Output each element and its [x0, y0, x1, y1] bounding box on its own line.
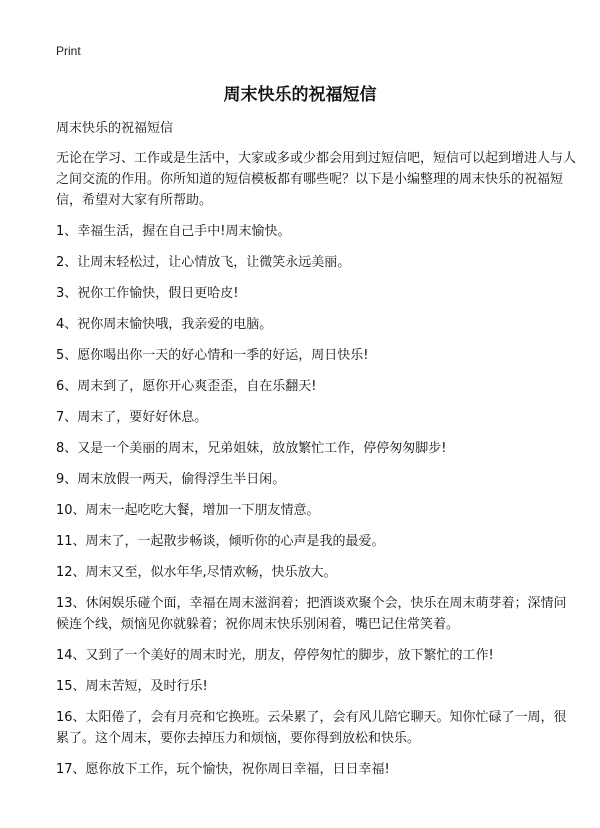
list-item: 6、周末到了，愿你开心爽歪歪，自在乐翻天!	[56, 379, 317, 394]
list-item: 7、周末了，要好好休息。	[56, 410, 208, 425]
list-item: 3、祝你工作愉快，假日更哈皮!	[56, 286, 239, 301]
list-item: 15、周末苦短，及时行乐!	[56, 679, 208, 694]
list-item: 5、愿你喝出你一天的好心情和一季的好运，周日快乐!	[56, 348, 369, 363]
list-item: 9、周末放假一两天，偷得浮生半日闲。	[56, 472, 286, 487]
list-item: 8、又是一个美丽的周末，兄弟姐妹，放放繁忙工作，停停匆匆脚步!	[56, 441, 447, 456]
document-subtitle: 周末快乐的祝福短信	[56, 121, 174, 136]
list-item: 17、愿你放下工作，玩个愉快，祝你周日幸福，日日幸福!	[56, 762, 390, 777]
intro-paragraph: 无论在学习、工作或是生活中，大家或多或少都会用到过短信吧，短信可以起到增进人与人之间交流的作用。你所知道的短信模板都有哪些呢？以下是小编整理的周末快乐的祝福短信，希望对大家有所帮助。	[56, 151, 577, 208]
list-item: 2、让周末轻松过，让心情放飞，让微笑永远美丽。	[56, 255, 351, 270]
list-item: 10、周末一起吃吃大餐，增加一下朋友情意。	[56, 503, 320, 518]
list-item: 16、太阳倦了，会有月亮和它换班。云朵累了，会有风儿陪它聊天。知你忙碌了一周，很累了。这个周末，要你去掉压力和烦恼，要你得到放松和快乐。	[56, 710, 567, 746]
list-item: 14、又到了一个美好的周末时光，朋友，停停匆忙的脚步，放下繁忙的工作!	[56, 648, 494, 663]
list-item: 4、祝你周末愉快哦，我亲爱的电脑。	[56, 317, 273, 332]
list-item: 11、周末了，一起散步畅谈，倾听你的心声是我的最爱。	[56, 534, 385, 549]
list-item: 12、周末又至，似水年华,尽情欢畅，快乐放大。	[56, 565, 337, 580]
list-item: 13、休闲娱乐碰个面，幸福在周末滋润着；把酒谈欢聚个会，快乐在周末萌芽着；深情问候连个线，烦恼见你就躲着；祝你周末快乐别闲着，嘴巴记住常笑着。	[56, 596, 567, 632]
document-body	[56, 118, 576, 790]
print-label: Print	[56, 44, 81, 58]
page-title: 周末快乐的祝福短信	[223, 85, 377, 105]
list-item: 1、幸福生活，握在自己手中!周末愉快。	[56, 224, 291, 239]
